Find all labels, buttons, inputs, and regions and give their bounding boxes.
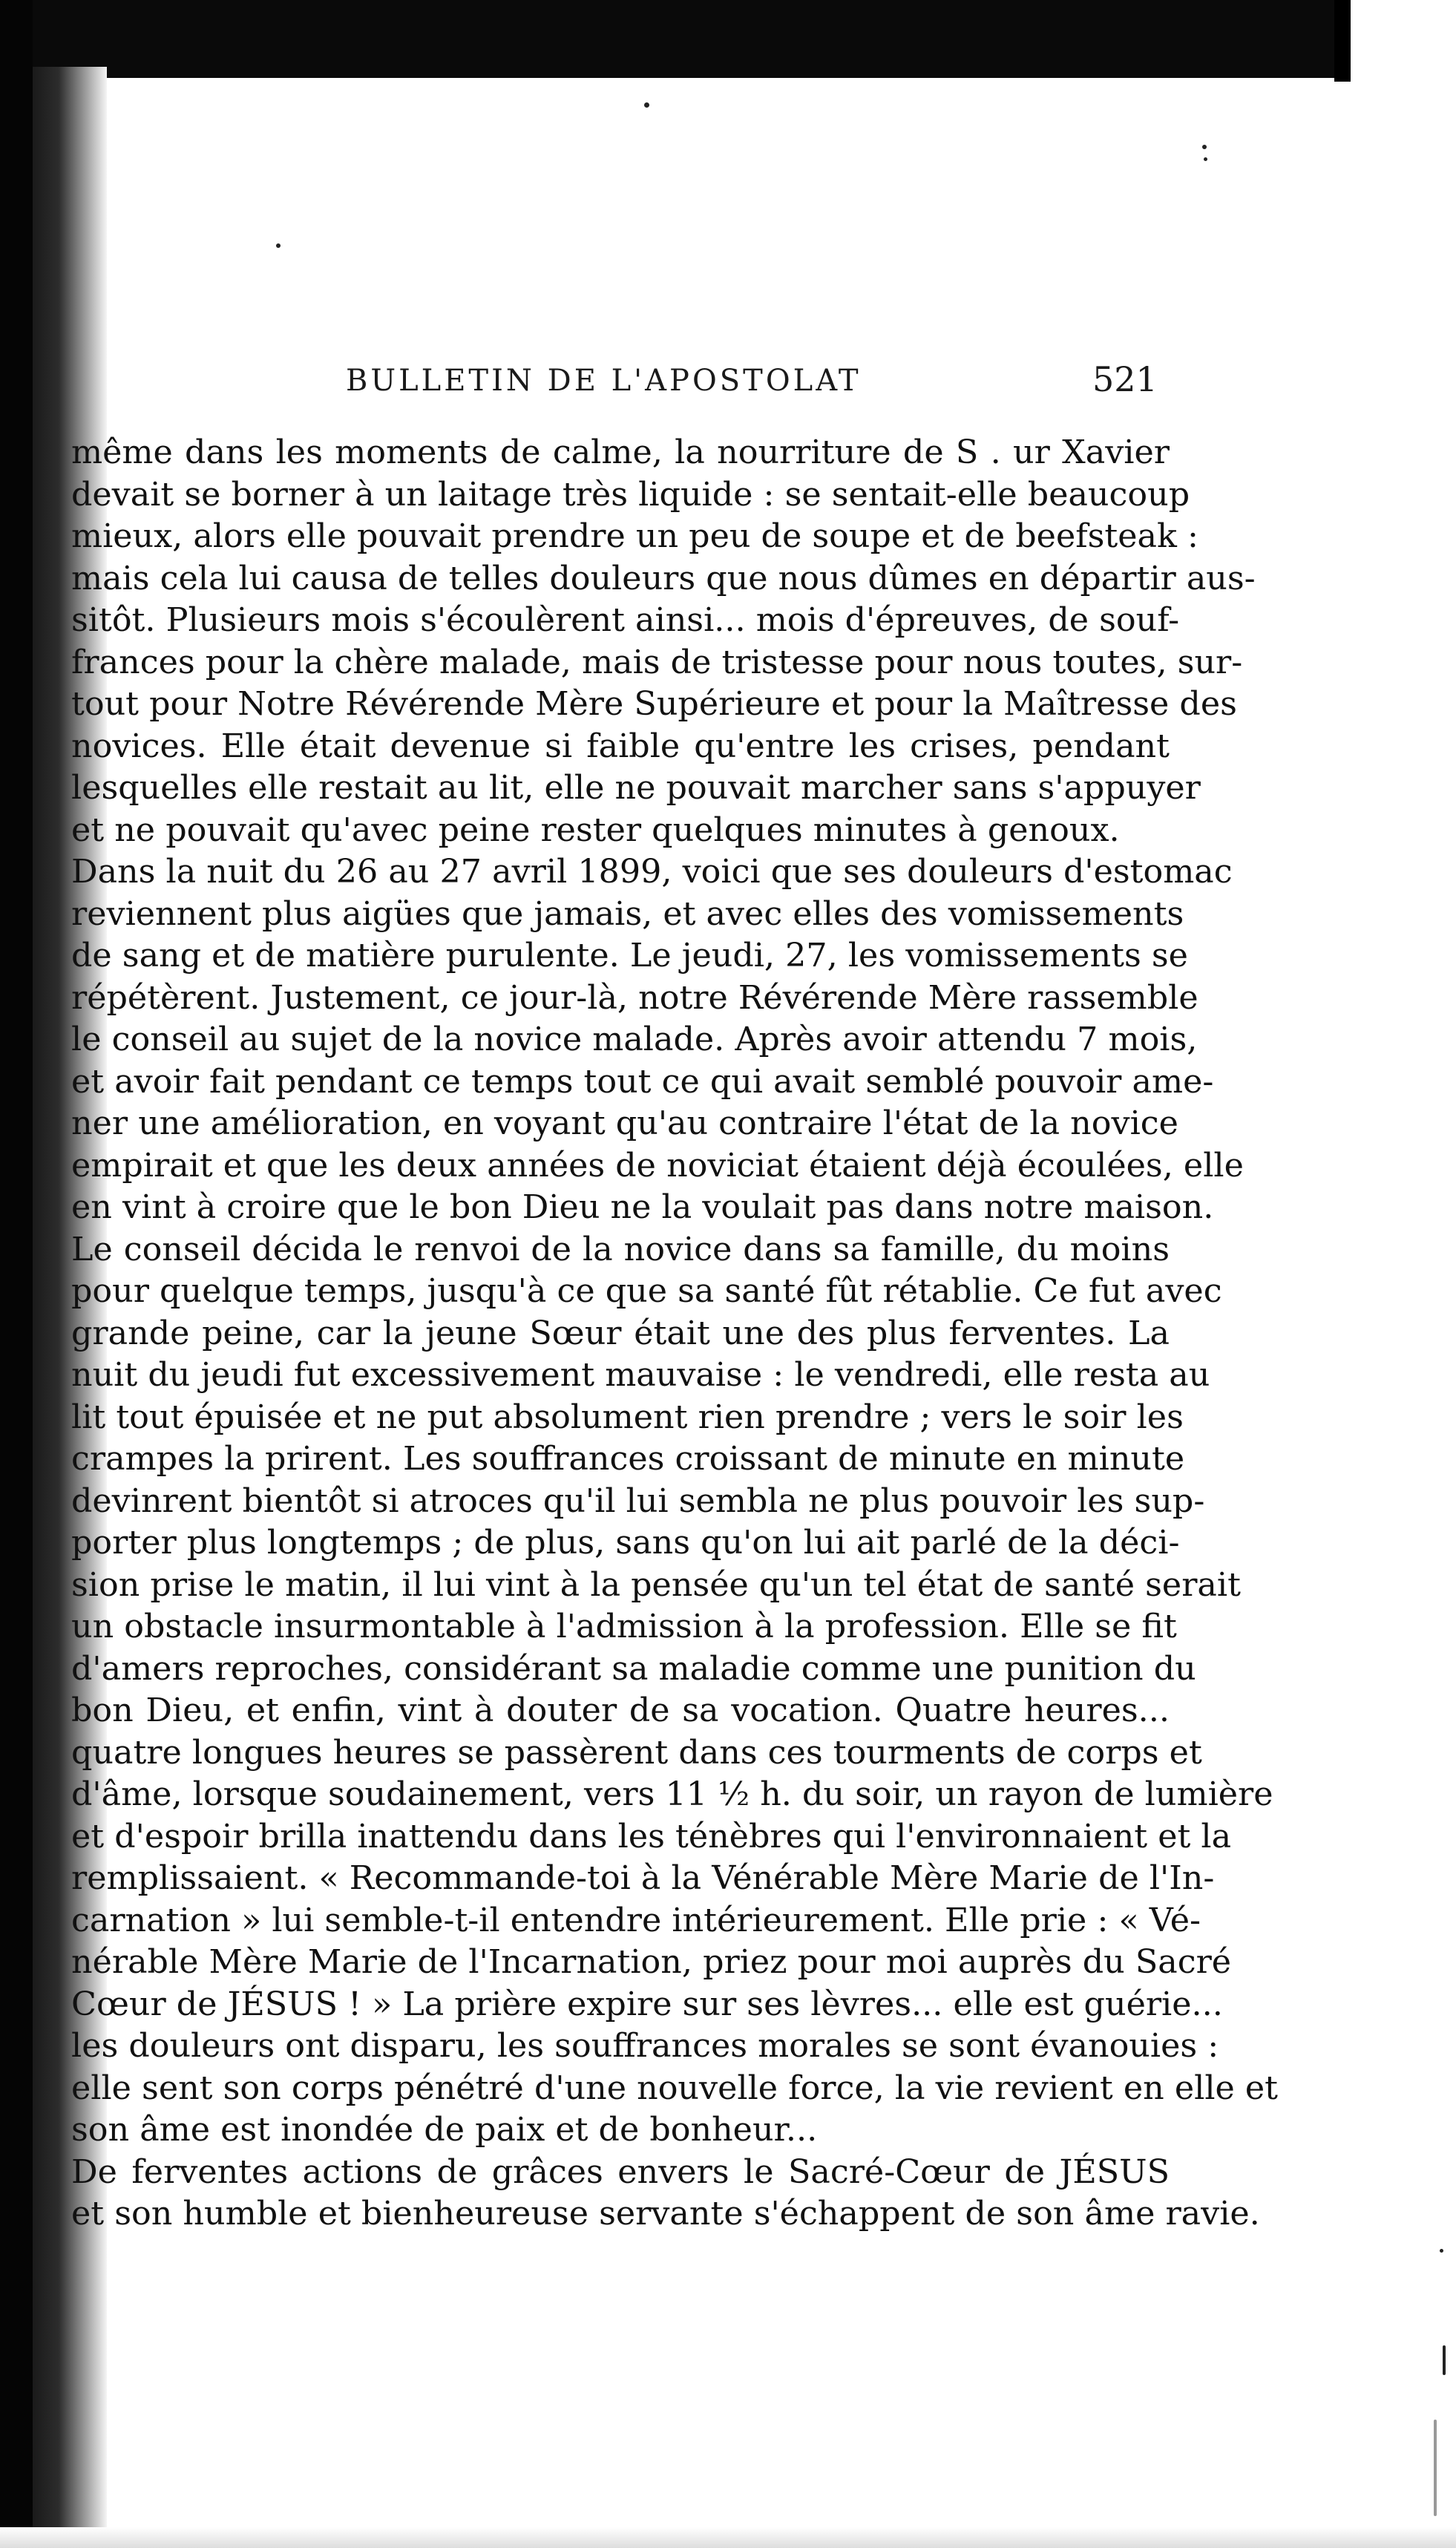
- text-line: en vint à croire que le bon Dieu ne la voulait pas dans notre maison.: [71, 1188, 1214, 1226]
- text-line: carnation » lui semble-t-il entendre intérieurement. Elle prie : « Vé-: [71, 1901, 1201, 1939]
- scan-bottom-edge: [0, 2527, 1456, 2548]
- scan-speck: [1202, 145, 1207, 149]
- text-line: le conseil au sujet de la novice malade. Après avoir attendu 7 mois,: [71, 1021, 1198, 1058]
- scan-left-border: [0, 0, 33, 2548]
- text-line: Le conseil décida le renvoi de la novice dans sa famille, du moins: [71, 1230, 1170, 1268]
- text-line: et ne pouvait qu'avec peine rester quelques minutes à genoux.: [71, 810, 1120, 849]
- text-line: lesquelles elle restait au lit, elle ne pouvait marcher sans s'appuyer: [71, 769, 1201, 807]
- text-line: nuit du jeudi fut excessivement mauvaise : le vendredi, elle resta au: [71, 1356, 1210, 1394]
- scan-speck: [276, 243, 281, 248]
- text-line: tout pour Notre Révérende Mère Supérieure et pour la Maîtresse des: [71, 685, 1237, 723]
- text-line: Cœur de JÉSUS ! » La prière expire sur ses lèvres... elle est guérie...: [71, 1985, 1223, 2023]
- scan-speck: [1440, 2249, 1443, 2253]
- scan-speck: [1434, 2420, 1437, 2516]
- text-line: de sang et de matière purulente. Le jeudi, 27, les vomissements se: [71, 937, 1188, 975]
- text-line: porter plus longtemps ; de plus, sans qu'on lui ait parlé de la déci-: [71, 1524, 1180, 1562]
- text-line: frances pour la chère malade, mais de tristesse pour nous toutes, sur-: [71, 643, 1243, 681]
- text-line: remplissaient. « Recommande-toi à la Vénérable Mère Marie de l'In-: [71, 1859, 1215, 1897]
- scan-speck: [1443, 2345, 1446, 2375]
- text-line: devinrent bientôt si atroces qu'il lui sembla ne plus pouvoir les sup-: [71, 1481, 1205, 1520]
- text-line: pour quelque temps, jusqu'à ce que sa santé fût rétablie. Ce fut avec: [71, 1272, 1222, 1310]
- paragraph-2: [71, 851, 1279, 2152]
- text-line: elle sent son corps pénétré d'une nouvelle force, la vie revient en elle et: [71, 2069, 1279, 2107]
- text-line: reviennent plus aigües que jamais, et avec elles des vomissements: [71, 894, 1184, 933]
- text-line: bon Dieu, et enfin, vint à douter de sa vocation. Quatre heures...: [71, 1691, 1170, 1729]
- text-line: novices. Elle était devenue si faible qu'entre les crises, pendant: [71, 727, 1170, 765]
- page-number: 521: [1092, 359, 1158, 399]
- running-header: [71, 356, 1170, 408]
- text-line: lit tout épuisée et ne put absolument rien prendre ; vers le soir les: [71, 1398, 1184, 1436]
- text-line: répétèrent. Justement, ce jour-là, notre Révérende Mère rassemble: [71, 978, 1198, 1017]
- text-line: et avoir fait pendant ce temps tout ce qui avait semblé pouvoir ame-: [71, 1062, 1214, 1101]
- running-title: BULLETIN DE L'APOSTOLAT: [346, 364, 862, 398]
- text-line: mais cela lui causa de telles douleurs que nous dûmes en départir aus-: [71, 559, 1256, 597]
- text-line: ner une amélioration, en voyant qu'au contraire l'état de la novice: [71, 1104, 1178, 1142]
- text-line: un obstacle insurmontable à l'admission à la profession. Elle se fit: [71, 1608, 1177, 1645]
- text-line: et son humble et bienheureuse servante s'échappent de son âme ravie.: [71, 2195, 1260, 2233]
- text-line: Dans la nuit du 26 au 27 avril 1899, voici que ses douleurs d'estomac: [71, 853, 1233, 891]
- text-line: sitôt. Plusieurs mois s'écoulèrent ainsi... mois d'épreuves, de souf-: [71, 601, 1180, 639]
- text-line: De ferventes actions de grâces envers le Sacré-Cœur de JÉSUS: [71, 2152, 1170, 2191]
- text-line: même dans les moments de calme, la nourriture de S . ur Xavier: [71, 433, 1170, 471]
- text-line: nérable Mère Marie de l'Incarnation, priez pour moi auprès du Sacré: [71, 1943, 1232, 1981]
- text-line: les douleurs ont disparu, les souffrances morales se sont évanouies :: [71, 2027, 1219, 2065]
- text-line: mieux, alors elle pouvait prendre un peu de soupe et de beefsteak :: [71, 517, 1198, 555]
- scan-speck: [644, 102, 649, 108]
- book-page: [71, 356, 1279, 2236]
- scan-top-right-shadow: [1334, 0, 1351, 82]
- text-line: d'âme, lorsque soudainement, vers 11 ½ h. du soir, un rayon de lumière: [71, 1775, 1273, 1813]
- scan-speck: [1204, 157, 1207, 161]
- text-line: et d'espoir brilla inattendu dans les ténèbres qui l'environnaient et la: [71, 1817, 1232, 1856]
- text-line: quatre longues heures se passèrent dans ces tourments de corps et: [71, 1733, 1202, 1772]
- text-line: devait se borner à un laitage très liquide : se sentait-elle beaucoup: [71, 475, 1190, 514]
- text-line: grande peine, car la jeune Sœur était une des plus ferventes. La: [71, 1314, 1170, 1352]
- paragraph-1: [71, 432, 1256, 851]
- text-line: crampes la prirent. Les souffrances croissant de minute en minute: [71, 1440, 1185, 1478]
- scan-top-border: [0, 0, 1351, 78]
- text-line: empirait et que les deux années de noviciat étaient déjà écoulées, elle: [71, 1146, 1244, 1185]
- text-line: son âme est inondée de paix et de bonheur...: [71, 2111, 818, 2149]
- paragraph-3: [71, 2152, 1260, 2236]
- text-line: d'amers reproches, considérant sa maladie comme une punition du: [71, 1649, 1196, 1688]
- text-line: sion prise le matin, il lui vint à la pensée qu'un tel état de santé serait: [71, 1565, 1241, 1604]
